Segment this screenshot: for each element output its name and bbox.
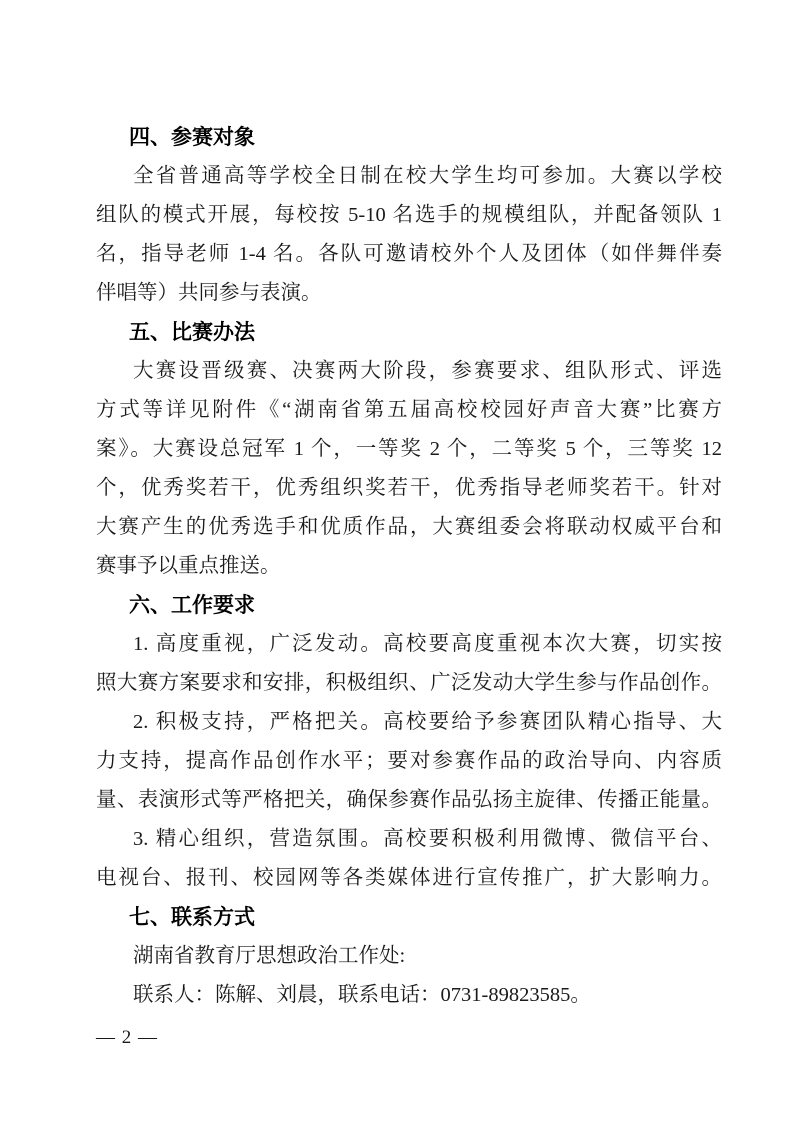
section-heading: 六、工作要求 [129, 594, 255, 617]
text-line: 名，指导老师 1-4 名。各队可邀请校外个人及团体（如伴舞伴奏 [96, 243, 722, 265]
text-line: 照大赛方案要求和安排，积极组织、广泛发动大学生参与作品创作。 [96, 672, 722, 694]
section-heading: 七、联系方式 [129, 906, 255, 929]
text-line: 全省普通高等学校全日制在校大学生均可参加。大赛以学校 [133, 165, 722, 187]
text-line: 湖南省教育厅思想政治工作处: [133, 945, 406, 967]
text-line: 组队的模式开展，每校按 5-10 名选手的规模组队，并配备领队 1 [96, 204, 722, 226]
text-line: 大赛设晋级赛、决赛两大阶段，参赛要求、组队形式、评选 [133, 360, 722, 382]
text-line: 个，优秀奖若干，优秀组织奖若干，优秀指导老师奖若干。针对 [96, 477, 722, 499]
document-body [96, 118, 722, 1015]
section-heading: 五、比赛办法 [129, 321, 255, 344]
text-line: 赛事予以重点推送。 [96, 555, 281, 577]
text-line: 案》。大赛设总冠军 1 个，一等奖 2 个，二等奖 5 个，三等奖 12 [96, 438, 722, 460]
page-number: — 2 — [96, 1027, 158, 1048]
section-heading: 四、参赛对象 [129, 126, 255, 149]
text-line: 3. 精心组织，营造氛围。高校要积极利用微博、微信平台、 [133, 828, 722, 850]
text-line: 1. 高度重视，广泛发动。高校要高度重视本次大赛，切实按 [133, 633, 722, 655]
text-line: 伴唱等）共同参与表演。 [96, 282, 322, 304]
text-line: 电视台、报刊、校园网等各类媒体进行宣传推广，扩大影响力。 [96, 867, 722, 889]
text-line: 方式等详见附件《“湖南省第五届高校校园好声音大赛”比赛方 [96, 399, 722, 421]
text-line: 量、表演形式等严格把关，确保参赛作品弘扬主旋律、传播正能量。 [96, 789, 722, 811]
text-line: 大赛产生的优秀选手和优质作品，大赛组委会将联动权威平台和 [96, 516, 722, 538]
text-line: 联系人：陈解、刘晨，联系电话：0731-89823585。 [133, 984, 591, 1006]
text-line: 2. 积极支持，严格把关。高校要给予参赛团队精心指导、大 [133, 711, 722, 733]
text-line: 力支持，提高作品创作水平；要对参赛作品的政治导向、内容质 [96, 750, 722, 772]
